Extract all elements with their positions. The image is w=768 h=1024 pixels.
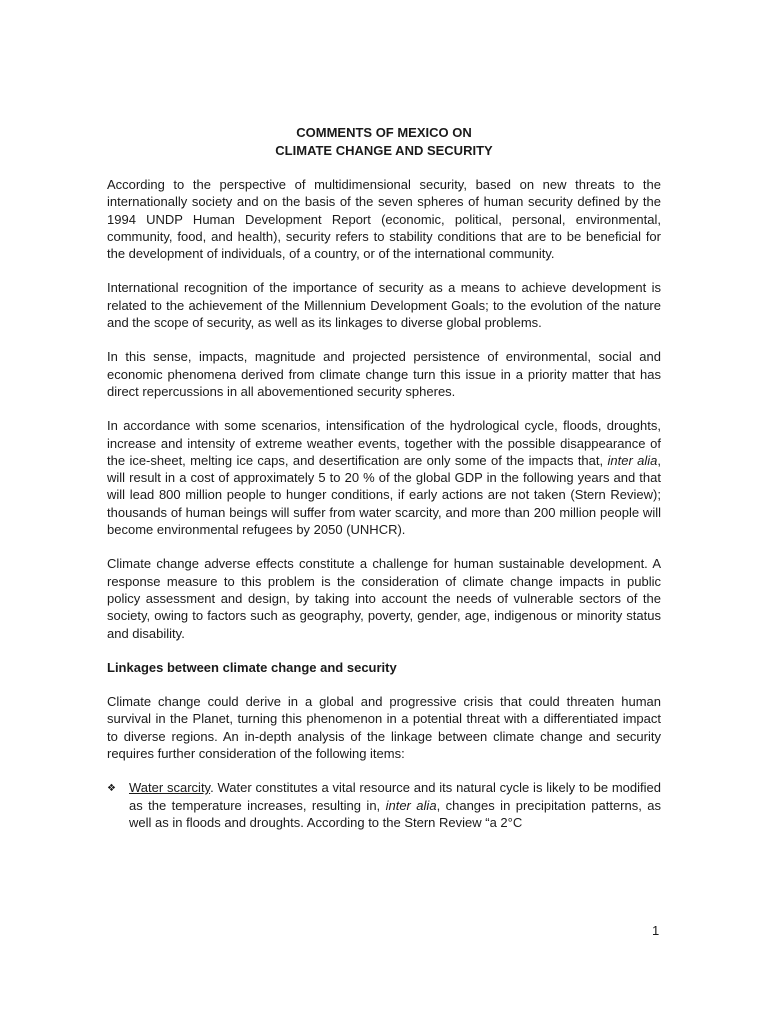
paragraph-1: According to the perspective of multidimensional security, based on new threats to the internationally society and on the basis of the seven spheres of human security defined by the 1994 UNDP Human Development Report (economic, political, personal, environmental, community, food, and health), security refers to stability conditions that are to be beneficial for the development of individuals, of a country, or of the international community. [107, 177, 661, 262]
bullet-text-italic: inter alia [385, 797, 437, 813]
bullet-text-part-a: . Water constitutes a vital resource and its natural cycle is likely to be modified as the temperature increases, resulting in, [129, 780, 661, 813]
bullet-text-part-b: , changes in precipitation patterns, as well as in floods and droughts. According to the Stern Review “a 2°C [129, 797, 662, 830]
title-line-2: CLIMATE CHANGE AND SECURITY [275, 142, 493, 158]
title-line-1: COMMENTS OF MEXICO ON [296, 125, 472, 140]
paragraph-5: Climate change adverse effects constitute a challenge for human sustainable development. A response measure to this problem is the consideration of climate change impacts in public policy assessment and design, by taking into account the needs of vulnerable sectors of the society, owing to factors such as geography, poverty, gender, age, indigenous or minority status and disability. [107, 556, 661, 641]
paragraph-2: International recognition of the importance of security as a means to achieve development is related to the achievement of the Millennium Development Goals; to the evolution of the nature and the scope of security, as well as its linkages to diverse global problems. [107, 280, 661, 331]
document-title [107, 124, 661, 159]
paragraph-4-part-b: , will result in a cost of approximately 5 to 20 % of the global GDP in the following years and that will lead 800 million people to hunger conditions, if early actions are not taken (Stern Review); thousands of human beings will suffer from water scarcity, and more than 200 million people will become environmental refugees by 2050 (UNHCR). [107, 452, 662, 538]
paragraph-4-italic: inter alia [607, 452, 658, 468]
paragraph-4 [107, 417, 661, 538]
paragraph-4-part-a: In accordance with some scenarios, intensification of the hydrological cycle, floods, droughts, increase and intensity of extreme weather events, together with the possible disappearance of the ice-sheet, melting ice caps, and desertification are only some of the impacts that, [107, 418, 661, 468]
document-body [107, 124, 661, 831]
page-number: 1 [652, 923, 660, 938]
paragraph-3: In this sense, impacts, magnitude and projected persistence of environmental, social and economic phenomena derived from climate change turn this issue in a priority matter that has direct repercussions in all abovementioned security spheres. [107, 349, 661, 399]
bullet-label: Water scarcity [129, 780, 211, 796]
section-heading: Linkages between climate change and security [107, 659, 397, 675]
bullet-item-water-scarcity [107, 779, 661, 831]
bullet-text [129, 779, 661, 831]
paragraph-6: Climate change could derive in a global and progressive crisis that could threaten human survival in the Planet, turning this phenomenon in a potential threat with a differentiated impact to diverse regions. An in-depth analysis of the linkage between climate change and security requires further consideration of the following items: [107, 694, 661, 762]
diamond-bullet-icon: ❖ [107, 783, 116, 795]
